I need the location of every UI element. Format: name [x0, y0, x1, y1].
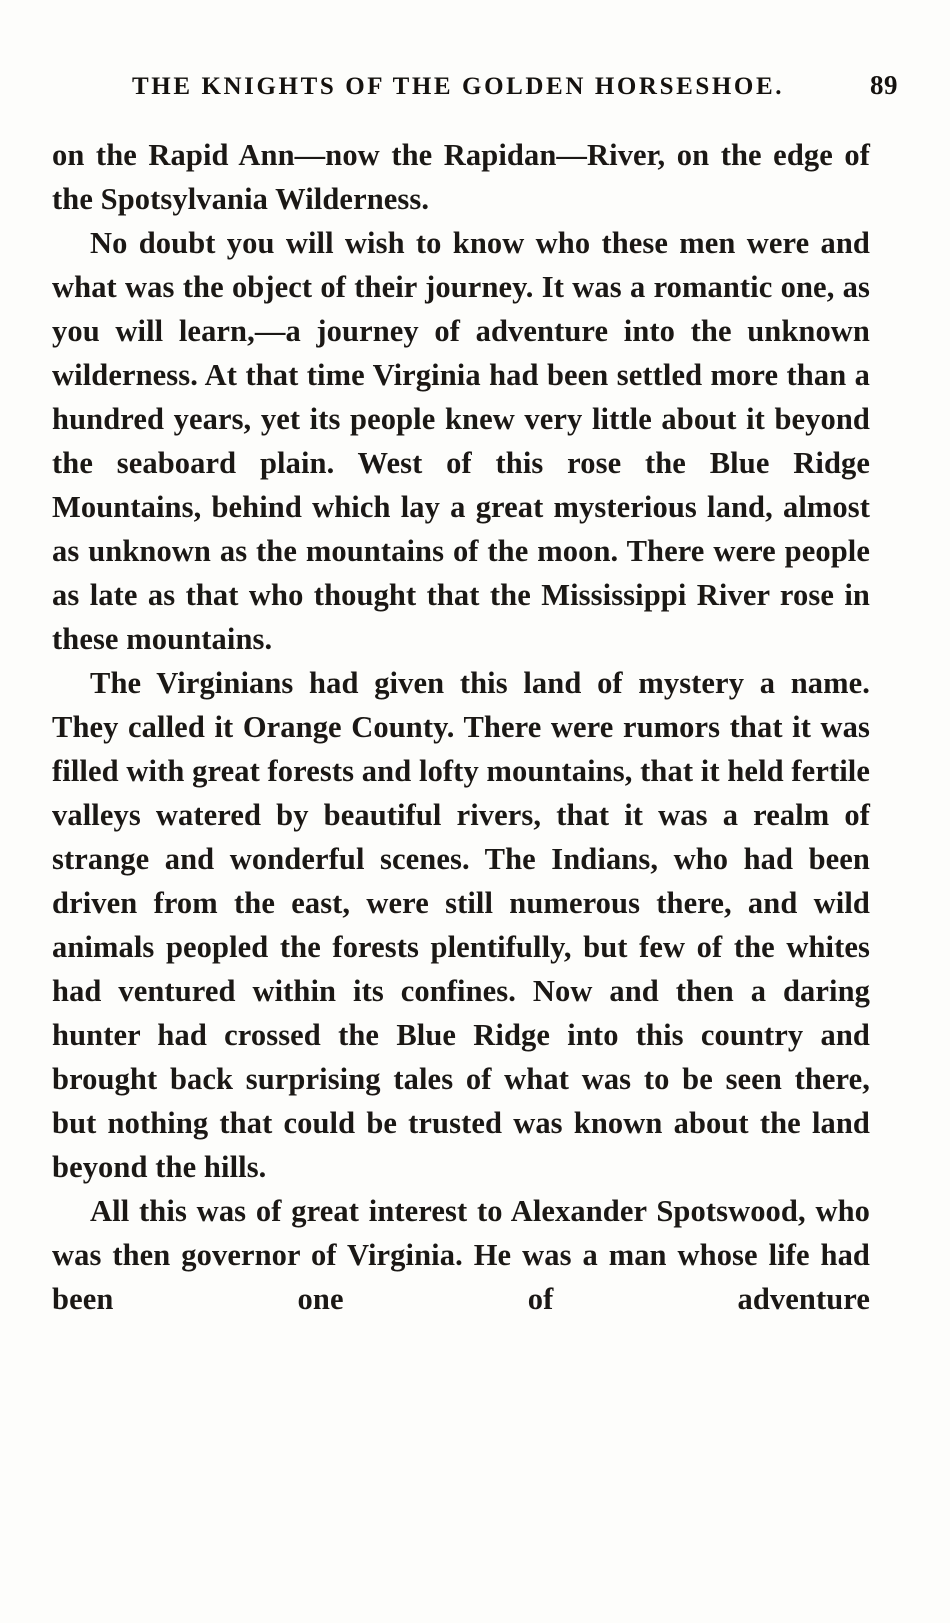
page-number: 89 — [870, 70, 898, 100]
paragraph: No doubt you will wish to know who these men were and what was the object of their journey. It was a romantic one, as you will learn,—a journey of adventure into the unknown wilderness. At that time Virginia had been settled more than a hundred years, yet its people knew very little about it beyond the seaboard plain. West of this rose the Blue Ridge Mountains, behind which lay a great mysterious land, almost as unknown as the mountains of the moon. There were people as late as that who thought that the Mississippi River rose in these mountains. — [52, 226, 870, 656]
paragraph: on the Rapid Ann—now the Rapidan—River, on the edge of the Spotsylvania Wilderness. — [52, 138, 870, 216]
running-head — [52, 70, 898, 101]
page-title: THE KNIGHTS OF THE GOLDEN HORSESHOE. — [132, 73, 785, 100]
page-body — [52, 133, 870, 1365]
paragraph: All this was of great interest to Alexander Spotswood, who was then governor of Virginia. He was a man whose life had been one of adventure — [52, 1194, 870, 1316]
paragraph: The Virginians had given this land of mystery a name. They called it Orange County. There were rumors that it was filled with great forests and lofty mountains, that it held fertile valleys watered by beautiful rivers, that it was a realm of strange and wonderful scenes. The Indians, who had been driven from the east, were still numerous there, and wild animals peopled the forests plentifully, but few of the whites had ventured within its confines. Now and then a daring hunter had crossed the Blue Ridge into this country and brought back surprising tales of what was to be seen there, but nothing that could be trusted was known about the land beyond the hills. — [52, 666, 871, 1184]
